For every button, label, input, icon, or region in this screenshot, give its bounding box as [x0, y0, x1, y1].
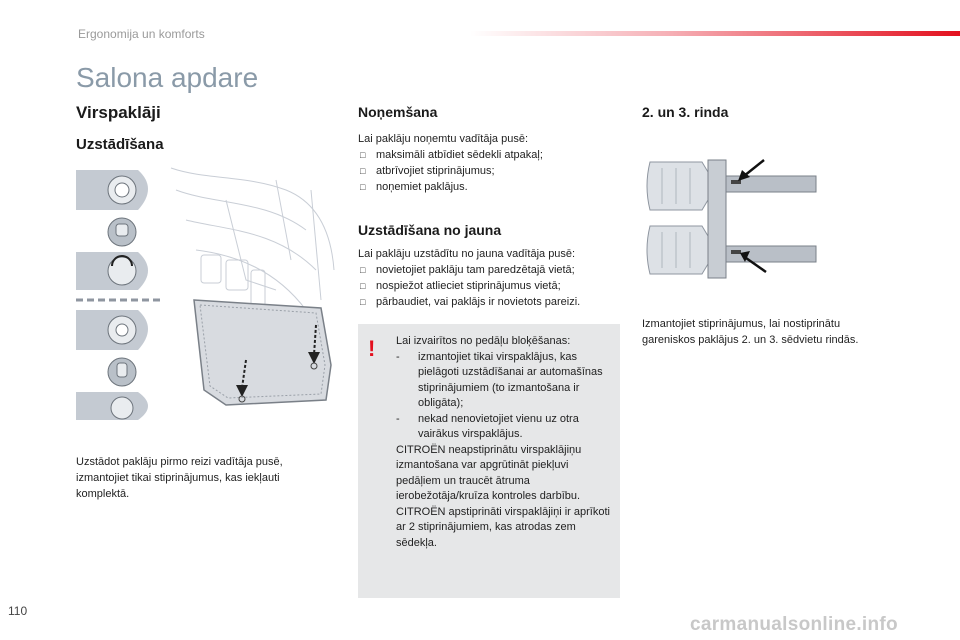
rows-title: 2. un 3. rinda: [642, 104, 729, 120]
section-title: Virspaklāji: [76, 103, 161, 122]
removal-step: □ maksimāli atbīdiet sēdekli atpakaļ;: [358, 147, 620, 163]
warning-paragraph: CITROËN neapstiprinātu virspaklājiņu izmantošana var apgrūtināt piekļuvi pedāļiem un traucēt ātruma ierobežotāja/kruīza kontroles darbību.: [396, 443, 582, 502]
warning-text: [396, 334, 616, 551]
reinstall-title: Uzstādīšana no jauna: [358, 222, 502, 238]
page-number: 110: [8, 604, 28, 618]
reinstall-steps: [358, 262, 620, 310]
removal-title: Noņemšana: [358, 104, 438, 120]
running-header: Ergonomija un komforts: [78, 27, 205, 41]
header-accent-bar: [470, 31, 960, 36]
rows-caption: Izmantojiet stiprinājumus, lai nostiprinātu gareniskos paklājus 2. un 3. sēdvietu rindās.: [642, 318, 859, 346]
reinstall-step: □ pārbaudiet, vai paklājs ir novietots pareizi.: [358, 294, 620, 310]
warning-icon: !: [368, 336, 376, 361]
warning-intro: Lai izvairītos no pedāļu bloķēšanas:: [396, 335, 571, 347]
rear-rows-illustration: [642, 150, 817, 285]
removal-intro: Lai paklāju noņemtu vadītāja pusē:: [358, 133, 529, 145]
reinstall-step: □ nospiežot atlieciet stiprinājumus vietā;: [358, 278, 620, 294]
page-title: Salona apdare: [76, 62, 259, 93]
warning-box: [358, 324, 620, 598]
reinstall-step: □ novietojiet paklāju tam paredzētajā vietā;: [358, 262, 620, 278]
installation-caption: Uzstādot paklāju pirmo reizi vadītāja pusē, izmantojiet tikai stiprinājumus, kas iekļauti komplektā.: [76, 456, 283, 500]
installation-title: Uzstādīšana: [76, 136, 164, 153]
removal-steps: [358, 147, 620, 195]
warning-item: - izmantojiet tikai virspaklājus, kas pielāgoti uzstādīšanai ar automašīnas stiprinājumiem (to izmantošana ir obligāta);: [396, 350, 616, 412]
floor-mat-illustration: [76, 160, 338, 420]
removal-step: □ noņemiet paklājus.: [358, 179, 620, 195]
footer-watermark: carmanualsonline.info: [690, 614, 898, 635]
reinstall-intro: Lai paklāju uzstādītu no jauna vadītāja pusē:: [358, 248, 576, 260]
warning-item: - nekad nenovietojiet vienu uz otra vairākus virspaklājus.: [396, 412, 616, 443]
removal-step: □ atbrīvojiet stiprinājumus;: [358, 163, 620, 179]
warning-paragraph: CITROËN apstiprināti virspaklājiņi ir aprīkoti ar 2 stiprinājumiem, kas atrodas zem sēdekļa.: [396, 505, 610, 549]
